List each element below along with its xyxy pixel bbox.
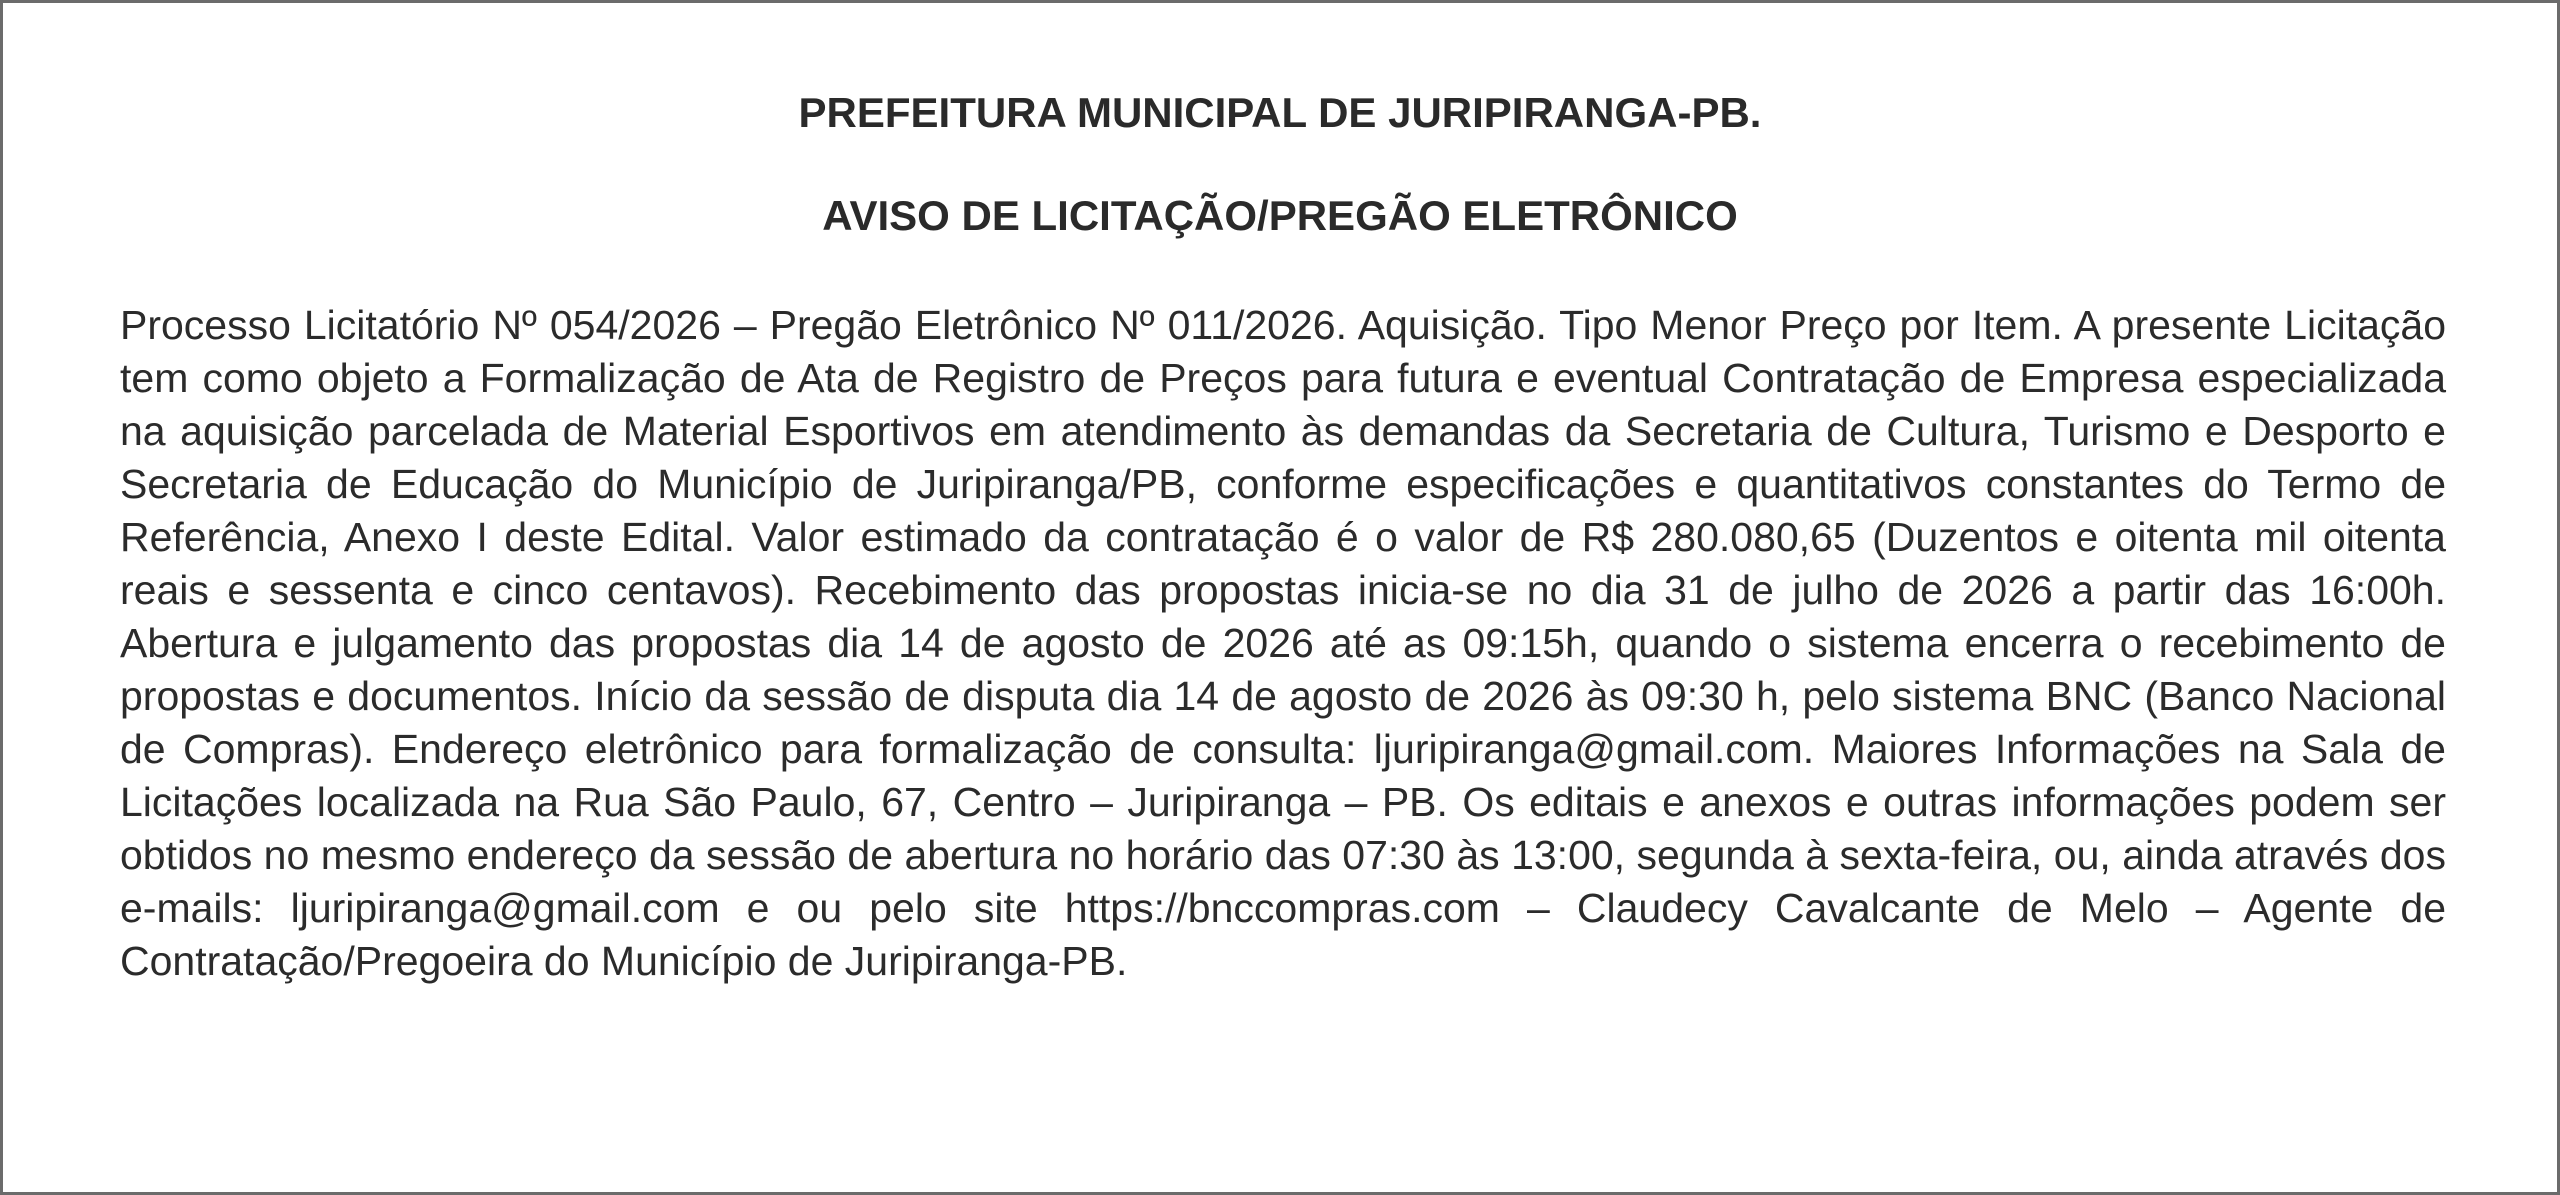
municipality-title: PREFEITURA MUNICIPAL DE JURIPIRANGA-PB. bbox=[798, 89, 1762, 136]
notice-subtitle: AVISO DE LICITAÇÃO/PREGÃO ELETRÔNICO bbox=[822, 192, 1738, 239]
notice-body-text: Processo Licitatório Nº 054/2026 – Pregão Eletrônico Nº 011/2026. Aquisição. Tipo Menor Preço por Item. A presente Licitação tem como objeto a Formalização de Ata de Registro de Preços para futura e eventual Contratação de Empresa especializada na aquisição parcelada de Material Esportivos em atendimento às demandas da Secretaria de Cultura, Turismo e Desporto e Secretaria de Educação do Município de Juripiranga/PB, conforme especificações e quantitativos constantes do Termo de Referência, Anexo I deste Edital. Valor estimado da contratação é o valor de R$ 280.080,65 (Duzentos e oitenta mil oitenta reais e sessenta e cinco centavos). Recebimento das propostas inicia-se no dia 31 de julho de 2026 a partir das 16:00h. Abertura e julgamento das propostas dia 14 de agosto de 2026 até as 09:15h, quando o sistema encerra o recebimento de propostas e documentos. Início da sessão de disputa dia 14 de agosto de 2026 às 09:30 h, pelo sistema BNC (Banco Nacional de Compras). Endereço eletrônico para formalização de consulta: ljuripiranga@gmail.com. Maiores Informações na Sala de Licitações localizada na Rua São Paulo, 67, Centro – Juripiranga – PB. Os editais e anexos e outras informações podem ser obtidos no mesmo endereço da sessão de abertura no horário das 07:30 às 13:00, segunda à sexta-feira, ou, ainda através dos e-mails: ljuripiranga@gmail.com e ou pelo site https://bnccompras.com – Claudecy Cavalcante de Melo – Agente de Contratação/Pregoeira do Município de Juripiranga-PB. bbox=[120, 302, 2446, 984]
